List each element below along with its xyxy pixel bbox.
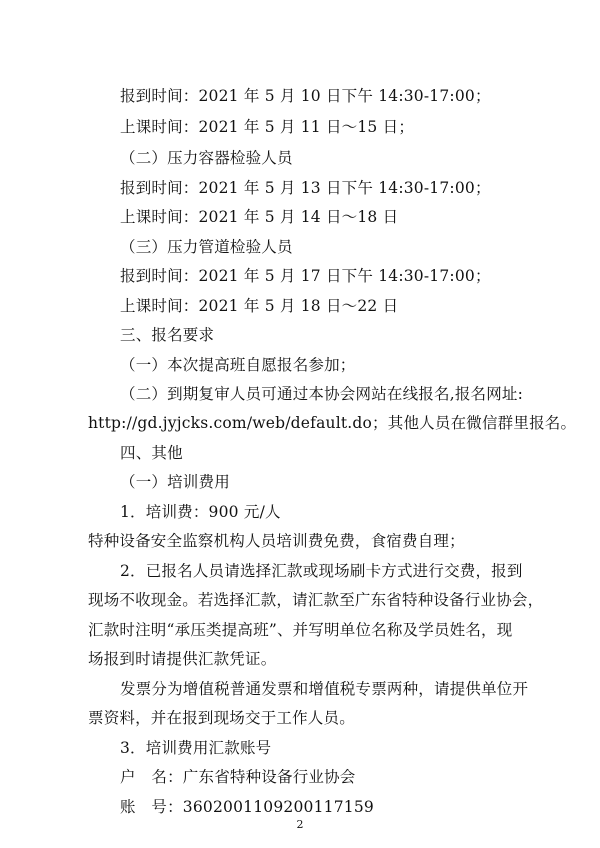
section-heading-registration-requirements: 三、报名要求 <box>120 326 215 344</box>
requirement-item-1: （一）本次提高班自愿报名参加； <box>120 356 356 374</box>
training-fee-amount: 1．培训费：900 元/人 <box>120 503 281 521</box>
registration-time-line-3: 报到时间：2021 年 5 月 17 日下午 14:30-17:00； <box>120 267 491 285</box>
section-heading-pressure-vessel: （二）压力容器检验人员 <box>120 149 293 167</box>
payment-paragraph-line-2: 现场不收现金。若选择汇款，请汇款至广东省特种设备行业协会， <box>88 591 544 609</box>
section-heading-other: 四、其他 <box>120 444 183 462</box>
class-time-line-1: 上课时间：2021 年 5 月 11 日～15 日； <box>120 118 415 136</box>
section-heading-pressure-pipeline: （三）压力管道检验人员 <box>120 238 293 256</box>
requirement-item-2: （二）到期复审人员可通过本协会网站在线报名,报名网址: <box>120 385 524 403</box>
registration-time-line-1: 报到时间：2021 年 5 月 10 日下午 14:30-17:00； <box>120 87 491 105</box>
fee-exemption-note: 特种设备安全监察机构人员培训费免费，食宿费自理； <box>88 532 465 550</box>
account-number-line: 账 号：3602001109200117159 <box>120 798 374 816</box>
remittance-account-heading: 3．培训费用汇款账号 <box>120 739 272 757</box>
payment-paragraph-line-3: 汇款时注明“承压类提高班”、并写明单位名称及学员姓名，现 <box>88 621 513 639</box>
class-time-line-3: 上课时间：2021 年 5 月 18 日～22 日 <box>120 297 399 315</box>
subheading-training-fee: （一）培训费用 <box>120 473 230 491</box>
invoice-paragraph-line-2: 票资料，并在报到现场交于工作人员。 <box>88 709 355 727</box>
payment-paragraph-line-4: 场报到时请提供汇款凭证。 <box>88 650 277 668</box>
account-name-line: 户 名：广东省特种设备行业协会 <box>120 768 356 786</box>
payment-paragraph-line-1: 2．已报名人员请选择汇款或现场刷卡方式进行交费，报到 <box>120 562 523 580</box>
class-time-line-2: 上课时间：2021 年 5 月 14 日～18 日 <box>120 208 399 226</box>
registration-time-line-2: 报到时间：2021 年 5 月 13 日下午 14:30-17:00； <box>120 179 491 197</box>
invoice-paragraph-line-1: 发票分为增值税普通发票和增值税专票两种，请提供单位开 <box>120 680 529 698</box>
page-number: 2 <box>296 818 304 831</box>
registration-url-line: http://gd.jyjcks.com/web/default.do；其他人员在微信群里报名。 <box>88 414 577 432</box>
